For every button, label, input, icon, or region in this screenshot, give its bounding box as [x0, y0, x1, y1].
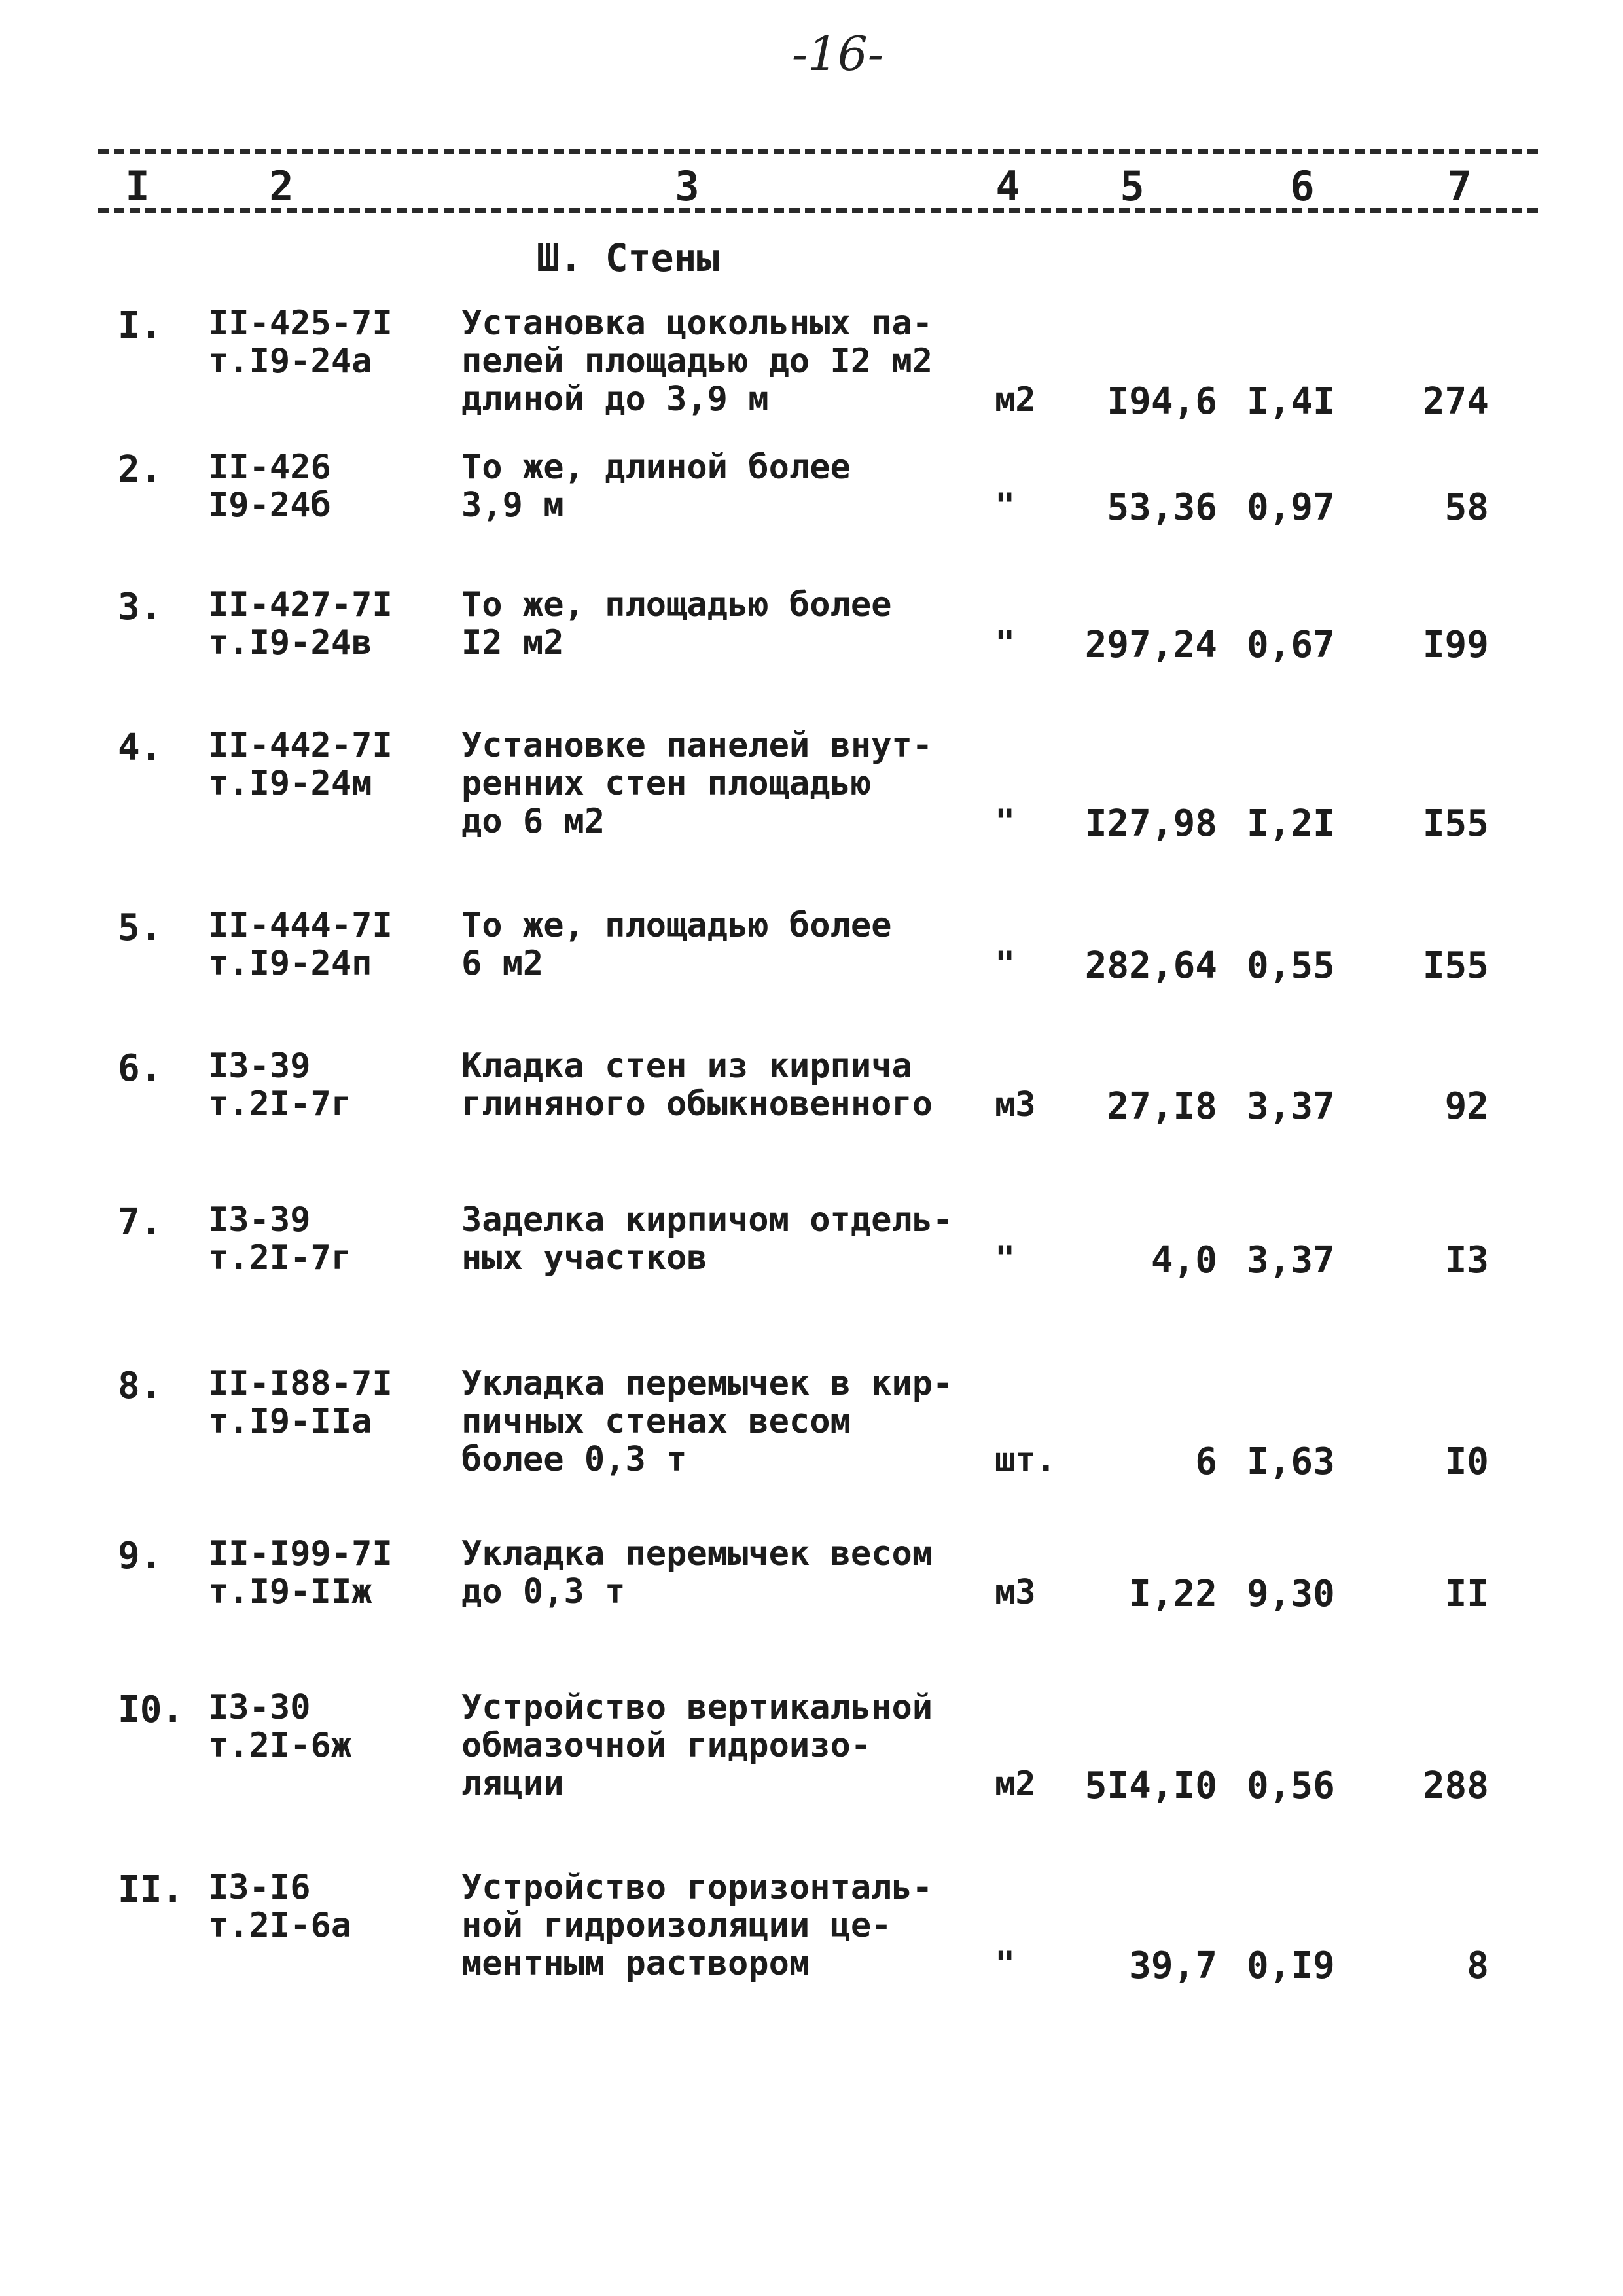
column-header-7: 7 — [1447, 162, 1472, 210]
row-description-line: Заделка кирпичом отдель- — [461, 1200, 954, 1240]
row-number: 2. — [118, 448, 162, 491]
row-description — [461, 304, 998, 418]
row-code-line: т.I9-IIа — [208, 1402, 372, 1441]
column-header-2: 2 — [269, 162, 294, 210]
row-quantity: I94,6 — [1107, 380, 1217, 423]
row-unit: м2 — [995, 380, 1036, 420]
row-code-line: т.2I-6ж — [208, 1726, 352, 1765]
row-rate: I,63 — [1247, 1441, 1335, 1483]
row-rate: 3,37 — [1247, 1239, 1335, 1282]
row-code-line: т.I9-IIж — [208, 1572, 372, 1611]
row-description — [461, 1047, 998, 1123]
row-code-line: II-427-7I — [208, 585, 393, 624]
row-total: I99 — [1422, 624, 1489, 666]
column-header-4: 4 — [995, 162, 1020, 210]
row-number: I. — [118, 304, 162, 347]
row-description — [461, 1365, 998, 1479]
row-rate: 3,37 — [1247, 1085, 1335, 1128]
row-description — [461, 726, 998, 840]
row-code-line: т.I9-24в — [208, 623, 372, 662]
row-rate: 0,56 — [1247, 1765, 1335, 1807]
row-number: 6. — [118, 1047, 162, 1090]
row-rate: I,2I — [1247, 802, 1335, 845]
row-description — [461, 906, 998, 982]
column-header-6: 6 — [1290, 162, 1315, 210]
row-rate: 0,97 — [1247, 486, 1335, 529]
row-description-line: Устройство вертикальной — [461, 1688, 933, 1727]
row-total: 58 — [1444, 486, 1489, 529]
row-number: II. — [118, 1869, 185, 1911]
row-unit: " — [995, 624, 1016, 663]
row-code-line: т.2I-7г — [208, 1238, 352, 1278]
row-description — [461, 1201, 998, 1277]
row-description-line: обмазочной гидроизо- — [461, 1726, 872, 1765]
row-number: 7. — [118, 1201, 162, 1244]
row-rate: 9,30 — [1247, 1573, 1335, 1615]
row-total: I3 — [1444, 1239, 1489, 1282]
row-description-line: То же, площадью более — [461, 585, 892, 624]
row-description — [461, 586, 998, 662]
row-description-line: ных участков — [461, 1238, 707, 1278]
row-description-line: до 6 м2 — [461, 802, 605, 841]
row-code — [208, 1535, 393, 1611]
column-header-3: 3 — [675, 162, 700, 210]
row-number: 9. — [118, 1535, 162, 1577]
row-code-line: т.I9-24п — [208, 944, 372, 983]
row-unit: " — [995, 802, 1016, 842]
row-description-line: ной гидроизоляции це- — [461, 1906, 892, 1945]
row-total: II — [1444, 1573, 1489, 1615]
row-quantity: 5I4,I0 — [1084, 1765, 1217, 1807]
row-description — [461, 1689, 998, 1803]
row-quantity: 53,36 — [1107, 486, 1217, 529]
row-code-line: II-442-7I — [208, 726, 393, 765]
row-code — [208, 448, 331, 524]
row-description-line: 6 м2 — [461, 944, 544, 983]
row-quantity: 39,7 — [1129, 1945, 1217, 1987]
row-unit: " — [995, 1945, 1016, 1984]
row-unit: " — [995, 1239, 1016, 1278]
row-description-line: Установка цокольных па- — [461, 304, 933, 343]
row-quantity: I27,98 — [1084, 802, 1217, 845]
row-number: 8. — [118, 1365, 162, 1407]
row-description-line: длиной до 3,9 м — [461, 380, 769, 419]
row-rate: I,4I — [1247, 380, 1335, 423]
row-description-line: ментным раствором — [461, 1944, 810, 1983]
row-quantity: I,22 — [1129, 1573, 1217, 1615]
row-description — [461, 448, 998, 524]
row-rate: 0,67 — [1247, 624, 1335, 666]
section-title: Ш. Стены — [537, 236, 720, 280]
row-number: 3. — [118, 586, 162, 628]
row-quantity: 297,24 — [1084, 624, 1217, 666]
header-bottom-rule — [98, 208, 1538, 213]
row-total: 8 — [1467, 1945, 1489, 1987]
row-code-line: I9-24б — [208, 486, 331, 525]
row-code-line: II-444-7I — [208, 906, 393, 945]
row-description-line: I2 м2 — [461, 623, 564, 662]
row-code — [208, 1689, 351, 1765]
row-description — [461, 1535, 998, 1611]
column-header-5: 5 — [1120, 162, 1145, 210]
row-code-line: II-I99-7I — [208, 1534, 393, 1573]
row-code-line: I3-30 — [208, 1688, 311, 1727]
row-code-line: т.I9-24м — [208, 764, 372, 803]
header-top-rule — [98, 149, 1538, 154]
row-code — [208, 1365, 393, 1441]
row-unit: м3 — [995, 1573, 1036, 1612]
row-unit: " — [995, 944, 1016, 984]
row-quantity: 282,64 — [1084, 944, 1217, 987]
row-unit: " — [995, 486, 1016, 526]
row-description-line: То же, длиной более — [461, 448, 851, 487]
row-code-line: I3-I6 — [208, 1868, 311, 1907]
row-description-line: до 0,3 т — [461, 1572, 626, 1611]
row-unit: м3 — [995, 1085, 1036, 1124]
row-description-line: Кладка стен из кирпича — [461, 1047, 912, 1086]
row-description-line: Устройство горизонталь- — [461, 1868, 933, 1907]
row-quantity: 27,I8 — [1107, 1085, 1217, 1128]
row-description-line: 3,9 м — [461, 486, 564, 525]
row-total: 274 — [1422, 380, 1489, 423]
row-code-line: II-426 — [208, 448, 331, 487]
row-code — [208, 586, 393, 662]
row-description-line: ренних стен площадью — [461, 764, 872, 803]
row-description-line: более 0,3 т — [461, 1440, 687, 1479]
row-code — [208, 1201, 351, 1277]
row-code — [208, 906, 393, 982]
row-description-line: пичных стенах весом — [461, 1402, 851, 1441]
row-description-line: То же, площадью более — [461, 906, 892, 945]
row-unit: шт. — [995, 1441, 1056, 1480]
row-code-line: т.I9-24а — [208, 342, 372, 381]
row-rate: 0,55 — [1247, 944, 1335, 987]
row-description-line: глиняного обыкновенного — [461, 1085, 933, 1124]
row-total: I55 — [1422, 944, 1489, 987]
row-number: 5. — [118, 906, 162, 949]
row-code-line: т.2I-7г — [208, 1085, 352, 1124]
row-total: 92 — [1444, 1085, 1489, 1128]
page-number: -16- — [791, 26, 884, 81]
row-total: 288 — [1422, 1765, 1489, 1807]
column-header-1: I — [125, 162, 150, 210]
row-description-line: ляции — [461, 1764, 564, 1803]
row-total: I0 — [1444, 1441, 1489, 1483]
row-quantity: 4,0 — [1150, 1239, 1217, 1282]
row-code — [208, 726, 393, 802]
row-code-line: II-425-7I — [208, 304, 393, 343]
row-description-line: Укладка перемычек весом — [461, 1534, 933, 1573]
row-quantity: 6 — [1195, 1441, 1217, 1483]
row-code-line: II-I88-7I — [208, 1364, 393, 1403]
row-code-line: I3-39 — [208, 1047, 311, 1086]
row-description-line: Укладка перемычек в кир- — [461, 1364, 954, 1403]
row-description-line: пелей площадью до I2 м2 — [461, 342, 933, 381]
row-total: I55 — [1422, 802, 1489, 845]
row-description — [461, 1869, 998, 1982]
row-code-line: т.2I-6а — [208, 1906, 352, 1945]
row-code — [208, 1047, 351, 1123]
row-rate: 0,I9 — [1247, 1945, 1335, 1987]
row-number: I0. — [118, 1689, 185, 1731]
row-description-line: Установке панелей внут- — [461, 726, 933, 765]
row-code — [208, 1869, 351, 1945]
row-code — [208, 304, 393, 380]
row-number: 4. — [118, 726, 162, 769]
row-unit: м2 — [995, 1765, 1036, 1804]
row-code-line: I3-39 — [208, 1200, 311, 1240]
